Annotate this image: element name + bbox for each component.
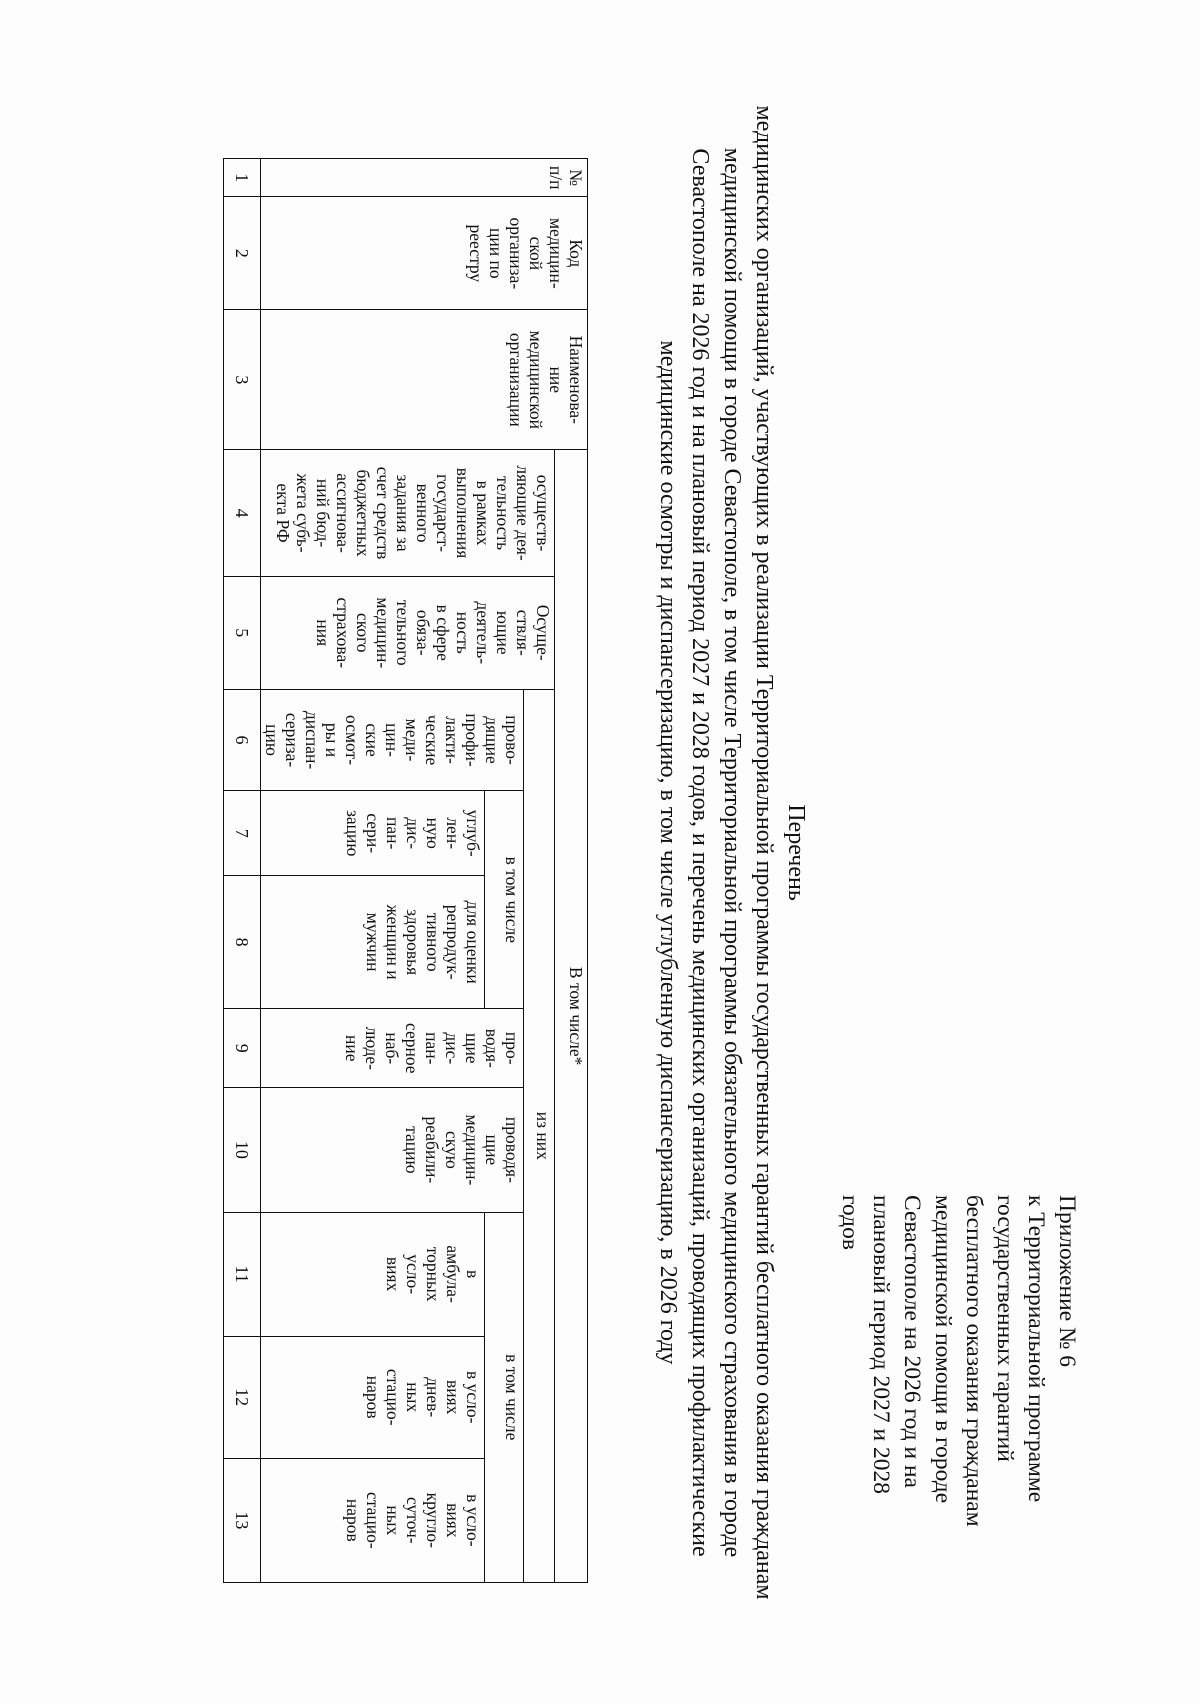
header-ambulatory: в амбула- торных усло- виях <box>261 1212 485 1336</box>
header-rehab: проводя- щие медицин- скую реабили- тацию <box>261 1088 524 1212</box>
header-day-hospital: в усло- виях днев- ных стацио- наров <box>261 1336 485 1458</box>
column-number: 8 <box>224 876 261 1009</box>
document-title: Перечень <box>783 804 809 901</box>
header-v-tom-chisle-a: в том числе <box>484 791 523 1009</box>
header-oms: Осуще- ствля- ющие деятель- ность в сфере обяза- тельного медицин- ского страхова- ния <box>261 576 555 689</box>
appendix-line: Севастополе на 2026 год и на <box>899 1195 925 1488</box>
appendix-line: годов <box>837 1195 863 1250</box>
column-number: 6 <box>224 689 261 791</box>
document-heading <box>652 100 812 1605</box>
header-iz-nih: из них <box>524 689 555 1582</box>
column-number: 7 <box>224 791 261 876</box>
header-code: Код медицин- ской организа- ции по реестру <box>261 197 588 310</box>
column-number: 12 <box>224 1336 261 1458</box>
appendix-line: к Территориальной программе <box>1023 1195 1049 1503</box>
appendix-line: плановый период 2027 и 2028 <box>868 1195 894 1494</box>
header-v-tom-chisle-b: в том числе <box>484 1212 523 1583</box>
header-repro: для оценки репродук- тивного здоровья женщин и мужчин <box>261 876 485 1009</box>
header-disp: про- водя- щие дис- пан- серное наб- люде- ние <box>261 1009 524 1088</box>
header-group: В том числе* <box>555 450 588 1583</box>
column-number: 11 <box>224 1212 261 1336</box>
column-number: 3 <box>224 310 261 450</box>
appendix-line: медицинской помощи в городе <box>930 1195 956 1504</box>
appendix-line: Приложение № 6 <box>1054 1195 1080 1368</box>
column-number: 13 <box>224 1458 261 1582</box>
column-number: 2 <box>224 197 261 310</box>
appendix-line: государственных гарантий <box>992 1195 1018 1462</box>
header-num: № п/п <box>261 159 588 197</box>
appendix-line: бесплатного оказания гражданам <box>961 1195 987 1527</box>
column-number: 9 <box>224 1009 261 1088</box>
column-number: 10 <box>224 1088 261 1212</box>
header-name: Наименова- ние медицинской организации <box>261 310 588 450</box>
organizations-table <box>223 158 588 1583</box>
document-subtitle: медицинских организаций, участвующих в реализации Территориальной программы государственных гарантий бесплатного оказания гражданам медицинской помощи в городе Севастополе, в том числе Территориальной программы обязательного медицинского страхования в городе Севастополе на 2026 год и на плановый период 2027 и 2028 годов, и перечень медицинских организаций, проводящих профилактические медицинские осмотры и диспансеризацию, в том числе углубленную диспансеризацию, в 2026 году <box>655 105 777 1600</box>
appendix-note <box>834 1195 1082 1635</box>
column-number: 1 <box>224 159 261 197</box>
header-gos-zadanie: осуществ- ляющие дея- тельность в рамках выполнения государст- венного задания за счет средств бюджетных ассигнова- ний бюд- жета субъ- екта РФ <box>261 450 555 576</box>
column-number: 4 <box>224 450 261 576</box>
header-round-hospital: в усло- виях кругло- суточ- ных стацио- наров <box>261 1458 485 1582</box>
column-number: 5 <box>224 576 261 689</box>
header-prof: прово- дящие профи- лакти- ческие меди- цин- ские осмот- ры и диспан- сериза- цию <box>261 689 524 791</box>
header-deep-disp: углуб- лен- ную дис- пан- сери- зацию <box>261 791 485 876</box>
